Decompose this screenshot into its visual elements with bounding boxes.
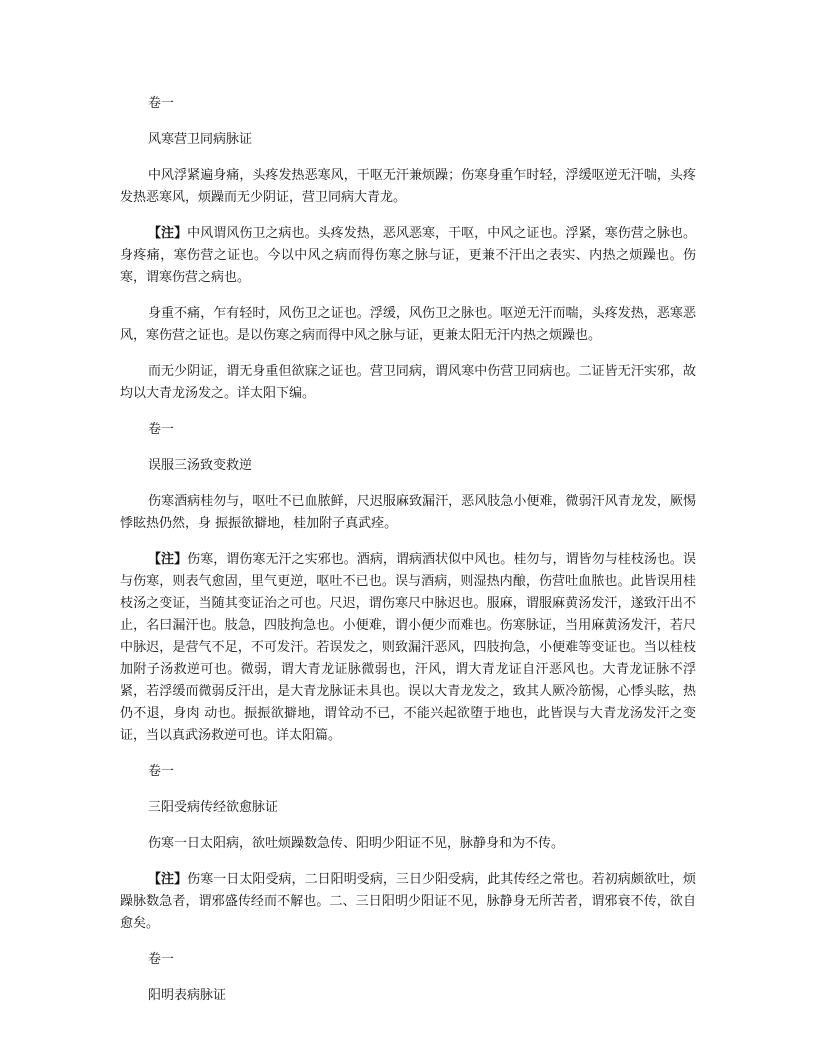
volume-heading: 卷一 (148, 764, 175, 779)
body-paragraph: 身重不痛，乍有轻时，风伤卫之证也。浮缓，风伤卫之脉也。呕逆无汗而喘，头疼发热，恶寒恶风，寒伤营之证也。是以伤寒之病而得中风之脉与证，更兼太阳无汗内热之烦躁也。 (120, 306, 696, 343)
note-text: 中风谓风伤卫之病也。头疼发热，恶风恶寒，干呕，中风之证也。浮紧，寒伤营之脉也。身疼痛，寒伤营之证也。今以中风之病而得伤寒之脉与证，更兼不汗出之表实、内热之烦躁也。伤寒，谓寒伤营之病也。 (120, 226, 696, 285)
note-text: 伤寒一日太阳受病，二日阳明受病，三日少阳受病，此其传经之常也。若初病颇欲吐，烦躁脉数急者，谓邪盛传经而不解也。二、三日阳明少阳证不见，脉静身无所苦者，谓邪衰不传，欲自愈矣。 (120, 872, 696, 931)
section-title: 阳明表病脉证 (148, 988, 227, 1003)
volume-heading: 卷一 (148, 96, 175, 111)
verse-paragraph: 伤寒酒病桂勿与，呕吐不已血脓鲜，尺迟服麻致漏汗，恶风肢急小便难，微弱汗风青龙发，厥惕悸眩热仍然，身 振振欲擗地，桂加附子真武痊。 (120, 494, 696, 531)
volume-heading: 卷一 (148, 952, 175, 967)
note-marker: 【注】 (148, 226, 188, 241)
note-paragraph (120, 869, 696, 935)
volume-heading: 卷一 (148, 422, 175, 437)
note-paragraph (120, 549, 696, 747)
note-text: 伤寒，谓伤寒无汗之实邪也。酒病，谓病酒状似中风也。桂勿与，谓皆勿与桂枝汤也。误与伤寒，则表气愈固，里气更逆，呕吐不已也。误与酒病，则湿热内酿，伤营吐血脓也。此皆误用桂枝汤之变证，当随其变证治之可也。尺迟，谓伤寒尺中脉迟也。服麻，谓服麻黄汤发汗，遂致汗出不止，名曰漏汗也。肢急，四肢拘急也。小便难，谓小便少而难也。伤寒脉证，当用麻黄汤发汗，若尺中脉迟，是营气不足，不可发汗。若误发之，则致漏汗恶风，四肢拘急，小便难等变证也。当以桂枝加附子汤救逆可也。微弱，谓大青龙证脉微弱也，汗风，谓大青龙证自汗恶风也。大青龙证脉不浮紧，若浮缓而微弱反汗出，是大青龙脉证未具也。误以大青龙发之，致其人厥冷筋惕，心悸头眩，热仍不退，身肉 动也。振振欲擗地，谓耸动不已，不能兴起欲堕于地也，此皆误与大青龙汤发汗之变证，当以真武汤救逆可也。详太阳篇。 (120, 552, 696, 743)
section-title: 误服三汤致变救逆 (148, 458, 253, 473)
section-title: 三阳受病传经欲愈脉证 (148, 800, 279, 815)
note-marker: 【注】 (148, 872, 188, 887)
verse-paragraph: 伤寒一日太阳病，欲吐烦躁数急传、阳明少阳证不见，脉静身和为不传。 (148, 836, 565, 851)
note-marker: 【注】 (148, 552, 188, 567)
verse-paragraph: 中风浮紧遍身痛，头疼发热恶寒风，干呕无汗兼烦躁；伤寒身重乍时轻，浮缓呕逆无汗喘，头疼发热恶寒风，烦躁而无少阴证，营卫同病大青龙。 (120, 168, 696, 205)
body-paragraph: 而无少阴证，谓无身重但欲寐之证也。营卫同病，谓风寒中伤营卫同病也。二证皆无汗实邪，故均以大青龙汤发之。详太阳下编。 (120, 364, 696, 401)
note-paragraph (120, 223, 696, 289)
document-page (120, 93, 696, 1021)
section-title: 风寒营卫同病脉证 (148, 132, 253, 147)
